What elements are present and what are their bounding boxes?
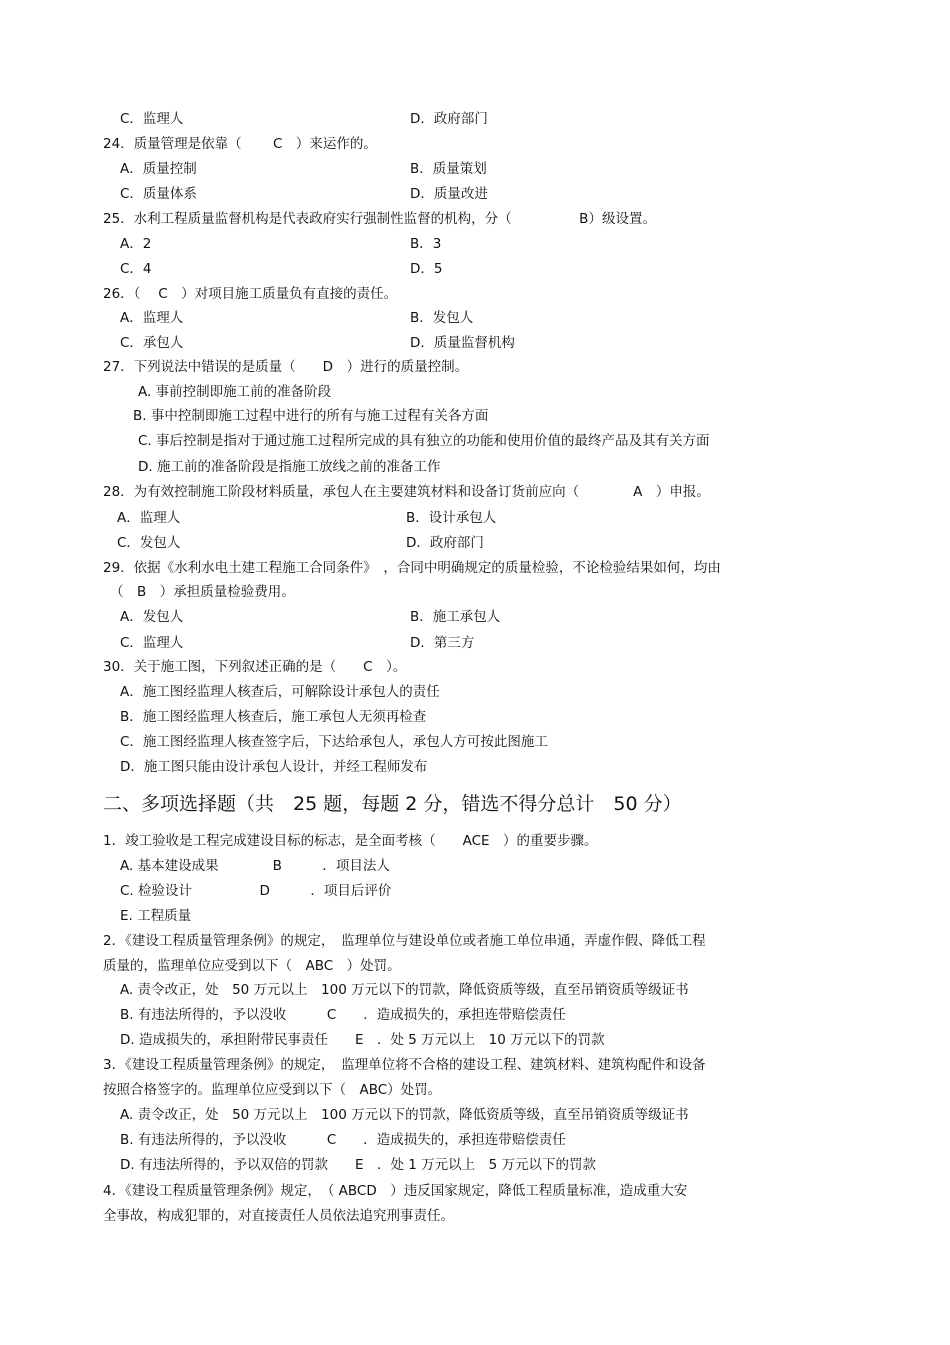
text-line: B．施工承包人 [410, 609, 501, 625]
text-line: C．施工图经监理人核查签字后，下达给承包人，承包人方可按此图施工 [120, 734, 548, 750]
text-line: B．设计承包人 [406, 510, 497, 526]
text-line: 26．（ C ）对项目施工质量负有直接的责任。 [103, 286, 398, 302]
text-line: 4．《建设工程质量管理条例》规定， （ ABCD ）违反国家规定，降低工程质量标准，造成重大安 [103, 1183, 688, 1199]
text-line: D．质量监督机构 [410, 335, 515, 351]
text-line: A．监理人 [117, 510, 181, 526]
text-line: A．质量控制 [120, 161, 197, 177]
text-line: 质量的，监理单位应受到以下（ ABC ）处罚。 [103, 958, 401, 974]
text-line: C. 事后控制是指对于通过施工过程所完成的具有独立的功能和使用价值的最终产品及其有关方面 [138, 433, 710, 449]
text-line: 2．《建设工程质量管理条例》的规定， 监理单位与建设单位或者施工单位串通，弄虚作假、降低工程 [103, 933, 706, 949]
text-line: 28．为有效控制施工阶段材料质量，承包人在主要建筑材料和设备订货前应向（ A ）申报。 [103, 484, 710, 500]
text-line: 1．竣工验收是工程完成建设目标的标志，是全面考核（ ACE ）的重要步骤。 [103, 833, 598, 849]
text-line: C．质量体系 [120, 186, 197, 202]
text-line: A. 责令改正，处 50 万元以上 100 万元以下的罚款，降低资质等级，直至吊销资质等级证书 [120, 982, 689, 998]
text-line: B．施工图经监理人核查后，施工承包人无须再检查 [120, 709, 427, 725]
text-line: 24．质量管理是依靠（ C ）来运作的。 [103, 136, 377, 152]
text-line: 30．关于施工图，下列叙述正确的是（ C ）。 [103, 659, 407, 675]
text-line: A．监理人 [120, 310, 184, 326]
text-line: 3．《建设工程质量管理条例》的规定， 监理单位将不合格的建设工程、建筑材料、建筑构配件和设备 [103, 1057, 706, 1073]
text-line: D．5 [410, 261, 443, 277]
text-line: B．3 [410, 236, 442, 252]
text-line: C．监理人 [120, 635, 184, 651]
text-line: A．施工图经监理人核查后，可解除设计承包人的责任 [120, 684, 440, 700]
text-line: E. 工程质量 [120, 908, 192, 924]
text-line: C．承包人 [120, 335, 184, 351]
text-line: C．监理人 [120, 111, 184, 127]
text-line: B．发包人 [410, 310, 474, 326]
text-line: D．政府部门 [410, 111, 488, 127]
text-line: D．政府部门 [406, 535, 484, 551]
text-line: B. 事中控制即施工过程中进行的所有与施工过程有关各方面 [133, 408, 489, 424]
text-line: C．发包人 [117, 535, 181, 551]
text-line: C．4 [120, 261, 152, 277]
text-line: C. 检验设计 D ．项目后评价 [120, 883, 392, 899]
text-line: B．质量策划 [410, 161, 487, 177]
text-line: 全事故，构成犯罪的，对直接责任人员依法追究刑事责任。 [103, 1208, 454, 1224]
text-line: A．2 [120, 236, 152, 252]
text-line: 29．依据《水利水电土建工程施工合同条件》 ，合同中明确规定的质量检验，不论检验结果如何，均由 [103, 560, 721, 576]
text-line: D．质量改进 [410, 186, 488, 202]
text-line: D．施工图只能由设计承包人设计，并经工程师发布 [120, 759, 428, 775]
text-line: 按照合格签字的。监理单位应受到以下（ ABC）处罚。 [103, 1082, 442, 1098]
text-line: B. 有违法所得的，予以没收 C ．造成损失的，承担连带赔偿责任 [120, 1132, 566, 1148]
section-heading: 二、多项选择题（共 25 题，每题 2 分，错选不得分总计 50 分） [103, 793, 682, 815]
text-line: A. 责令改正，处 50 万元以上 100 万元以下的罚款，降低资质等级，直至吊销资质等级证书 [120, 1107, 689, 1123]
text-line: A. 基本建设成果 B ．项目法人 [120, 858, 390, 874]
text-line: 27．下列说法中错误的是质量（ D ）进行的质量控制。 [103, 359, 469, 375]
text-line: （ B ）承担质量检验费用。 [110, 584, 295, 600]
text-line: 25．水利工程质量监督机构是代表政府实行强制性监督的机构，分（ B）级设置。 [103, 211, 656, 227]
text-line: A．发包人 [120, 609, 184, 625]
text-line: D．第三方 [410, 635, 475, 651]
text-line: A. 事前控制即施工前的准备阶段 [138, 384, 332, 400]
text-line: D. 有违法所得的，予以双倍的罚款 E ．处 1 万元以上 5 万元以下的罚款 [120, 1157, 597, 1173]
text-line: D. 造成损失的，承担附带民事责任 E ．处 5 万元以上 10 万元以下的罚款 [120, 1032, 605, 1048]
text-line: D. 施工前的准备阶段是指施工放线之前的准备工作 [138, 459, 441, 475]
text-line: B. 有违法所得的，予以没收 C ．造成损失的，承担连带赔偿责任 [120, 1007, 566, 1023]
